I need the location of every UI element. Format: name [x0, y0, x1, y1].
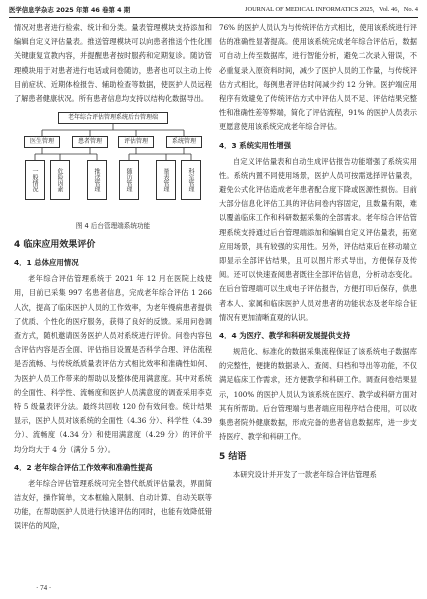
diagram-root-node: 老年综合评估管理系统后台管理端 [58, 112, 168, 124]
subsection-title: 4．4 为医疗、教学和科研发展提供支持 [219, 331, 351, 341]
header-rule [9, 17, 418, 18]
figure-4-diagram [20, 110, 206, 218]
subsection-title: 4．2 老年综合评估工作效率和准确性提高 [14, 462, 153, 472]
paragraph: 自定义评估量表和自动生成评估报告功能增强了系统实用性。系统内置不同使用场景，医护人员可按需选择评估量表，避免公式化评估造成老年患者配合度下降或医源性损伤。目前大部分信息化评估工具的评估问卷内容固定，且数量有限，难以覆盖临床工作和科研数据采集的全部需求。老年综合评估管理系统支持通过后台管理端添加和编辑自定义评估量表，拓宽应用场景，具有较强的实用性。另外，评估结束后在移动端立即显示全部评估结果，且可以图片形式导出，方便保存及传阅。还可以快速查阅患者既往全部评估信息，分析动态变化。在后台管理端可以生成电子评估报告，方便打印后保存，供患者本人、家属和临床医护人员对患者的功能状态及老年综合征情况有更加清晰直观的认识。 [219, 156, 417, 322]
paragraph: 老年综合评估管理系统于 2021 年 12 月在医院上线使用，目前已采集 997 名患者信息，完成老年综合评估 1 266 人次，提高了临床医护人员的工作效率，为老年慢病患者提供了优质、个性化的医疗服务，获得了良好的反馈。采用问卷调查方式，随机邀请医务医护人员对系统进行评价。问卷内容包含评估内容是否全面、评估指目设置是否科学合理、评估流程是否流畅、与传统纸质量表评估方式相比效率和准确性如何、为医护人员工作带来的帮助以及整体使用满意度。其中对系统的全面性、科学性、流畅度和医护人员满意度的调查采用李克特 5 级量表评分法。最终共回收 120 份有效问卷。统计结果显示，医护人员对该系统的全面性（4.36 分）、科学性（4.39 分）、流畅度（4.34 分）和使用满意度（4.29 分）的评价平均分均大于 4 分（满分 5 分）。 [14, 274, 212, 454]
page-number: · 74 · [36, 584, 52, 592]
diagram-leaf-risk-factors: 危险因素 [50, 160, 70, 200]
paragraph: 情况对患者进行检索、统计和分类。量表管理模块支持添加和编辑自定义评估量表。推送管理模块可以向患者推送个性化围关键康复宣教内容，并提醒患者按时服药和定期复诊。随访管理模块用于对患者进行电话或问卷随访，患者也可以主动上传目前症状、近期体检报告、辅助检查等数据，使医护人员远程了解患者健康状况。所有患者信息均支持以结构化数据导出。 [14, 23, 212, 104]
diagram-node-assessment-mgmt: 评估管理 [118, 136, 154, 148]
paragraph: 规范化、标准化的数据采集流程保证了该系统电子数据库的完整性，便捷的数据录入、查阅、归档和导出等功能，不仅满足临床工作需求，还方便教学和科研工作。调查问卷结果显示，100% 的医护人员认为该系统在医疗、教学或科研方面对其有所帮助。后台管理端与患者端应用程序结合使用，可以收集患者院外健康数据，形成完备的患者信息数据库，进一步支持医疗、教学和科研工作。 [219, 347, 417, 442]
section-title: 4 临床应用效果评价 [14, 240, 96, 251]
diagram-node-patient-mgmt: 患者管理 [72, 136, 108, 148]
journal-header-en: JOURNAL OF MEDICAL INFORMATICS 2025，Vol. 46，No. 4 [244, 6, 418, 13]
paragraph: 老年综合评估管理系统可完全替代纸质评估量表，界面简洁友好，操作简单，文本框输入限制、自动计算、自动关联等功能，在帮助医护人员进行快速评估的同时，也能有效降低错误评估的风险， [14, 478, 212, 531]
diagram-node-system-mgmt: 系统管理 [166, 136, 202, 148]
diagram-leaf-dept-mgmt: 科室管理 [181, 160, 201, 200]
journal-header-cn: 医学信息学杂志 2025 年第 46 卷第 4 期 [9, 6, 131, 14]
running-header [9, 4, 418, 16]
diagram-node-doctor-mgmt: 医生管理 [24, 136, 60, 148]
figure-caption: 图 4 后台管理端系统功能 [75, 222, 151, 231]
section-title: 5 结语 [219, 452, 247, 463]
diagram-leaf-scale-mgmt: 量表管理 [156, 160, 176, 200]
paragraph: 76% 的医护人员认为与传统评估方式相比，使用该系统进行评估的准确性显著提高。使用该系统完成老年综合评估后，数据可自动上传至数据库，进行智能分析，避免二次录入错误，不必重复录入原资料时间，减少了医护人员的工作量，与传统评估方式相比，每例患者评估时间减少约 12 分钟。医护端应用程序有效避免了传统评估方式中评估人员不足、评估结果完整性和准确性差等弊端，简化了评估流程，91% 的医护人员表示更愿意使用该系统完成老年综合评估。 [219, 23, 417, 132]
subsection-title: 4．3 系统实用性增强 [219, 140, 291, 150]
subsection-title: 4．1 总体应用情况 [14, 258, 79, 268]
diagram-leaf-push-mgmt: 推送管理 [87, 160, 107, 200]
paragraph: 本研究设计并开发了一款老年综合评估管理系 [233, 470, 377, 480]
connector-lines [20, 110, 206, 218]
diagram-leaf-general: 一般情况 [25, 160, 45, 200]
diagram-leaf-followup-mgmt: 随访管理 [119, 160, 139, 200]
right-column [219, 21, 417, 483]
left-column [14, 21, 212, 534]
